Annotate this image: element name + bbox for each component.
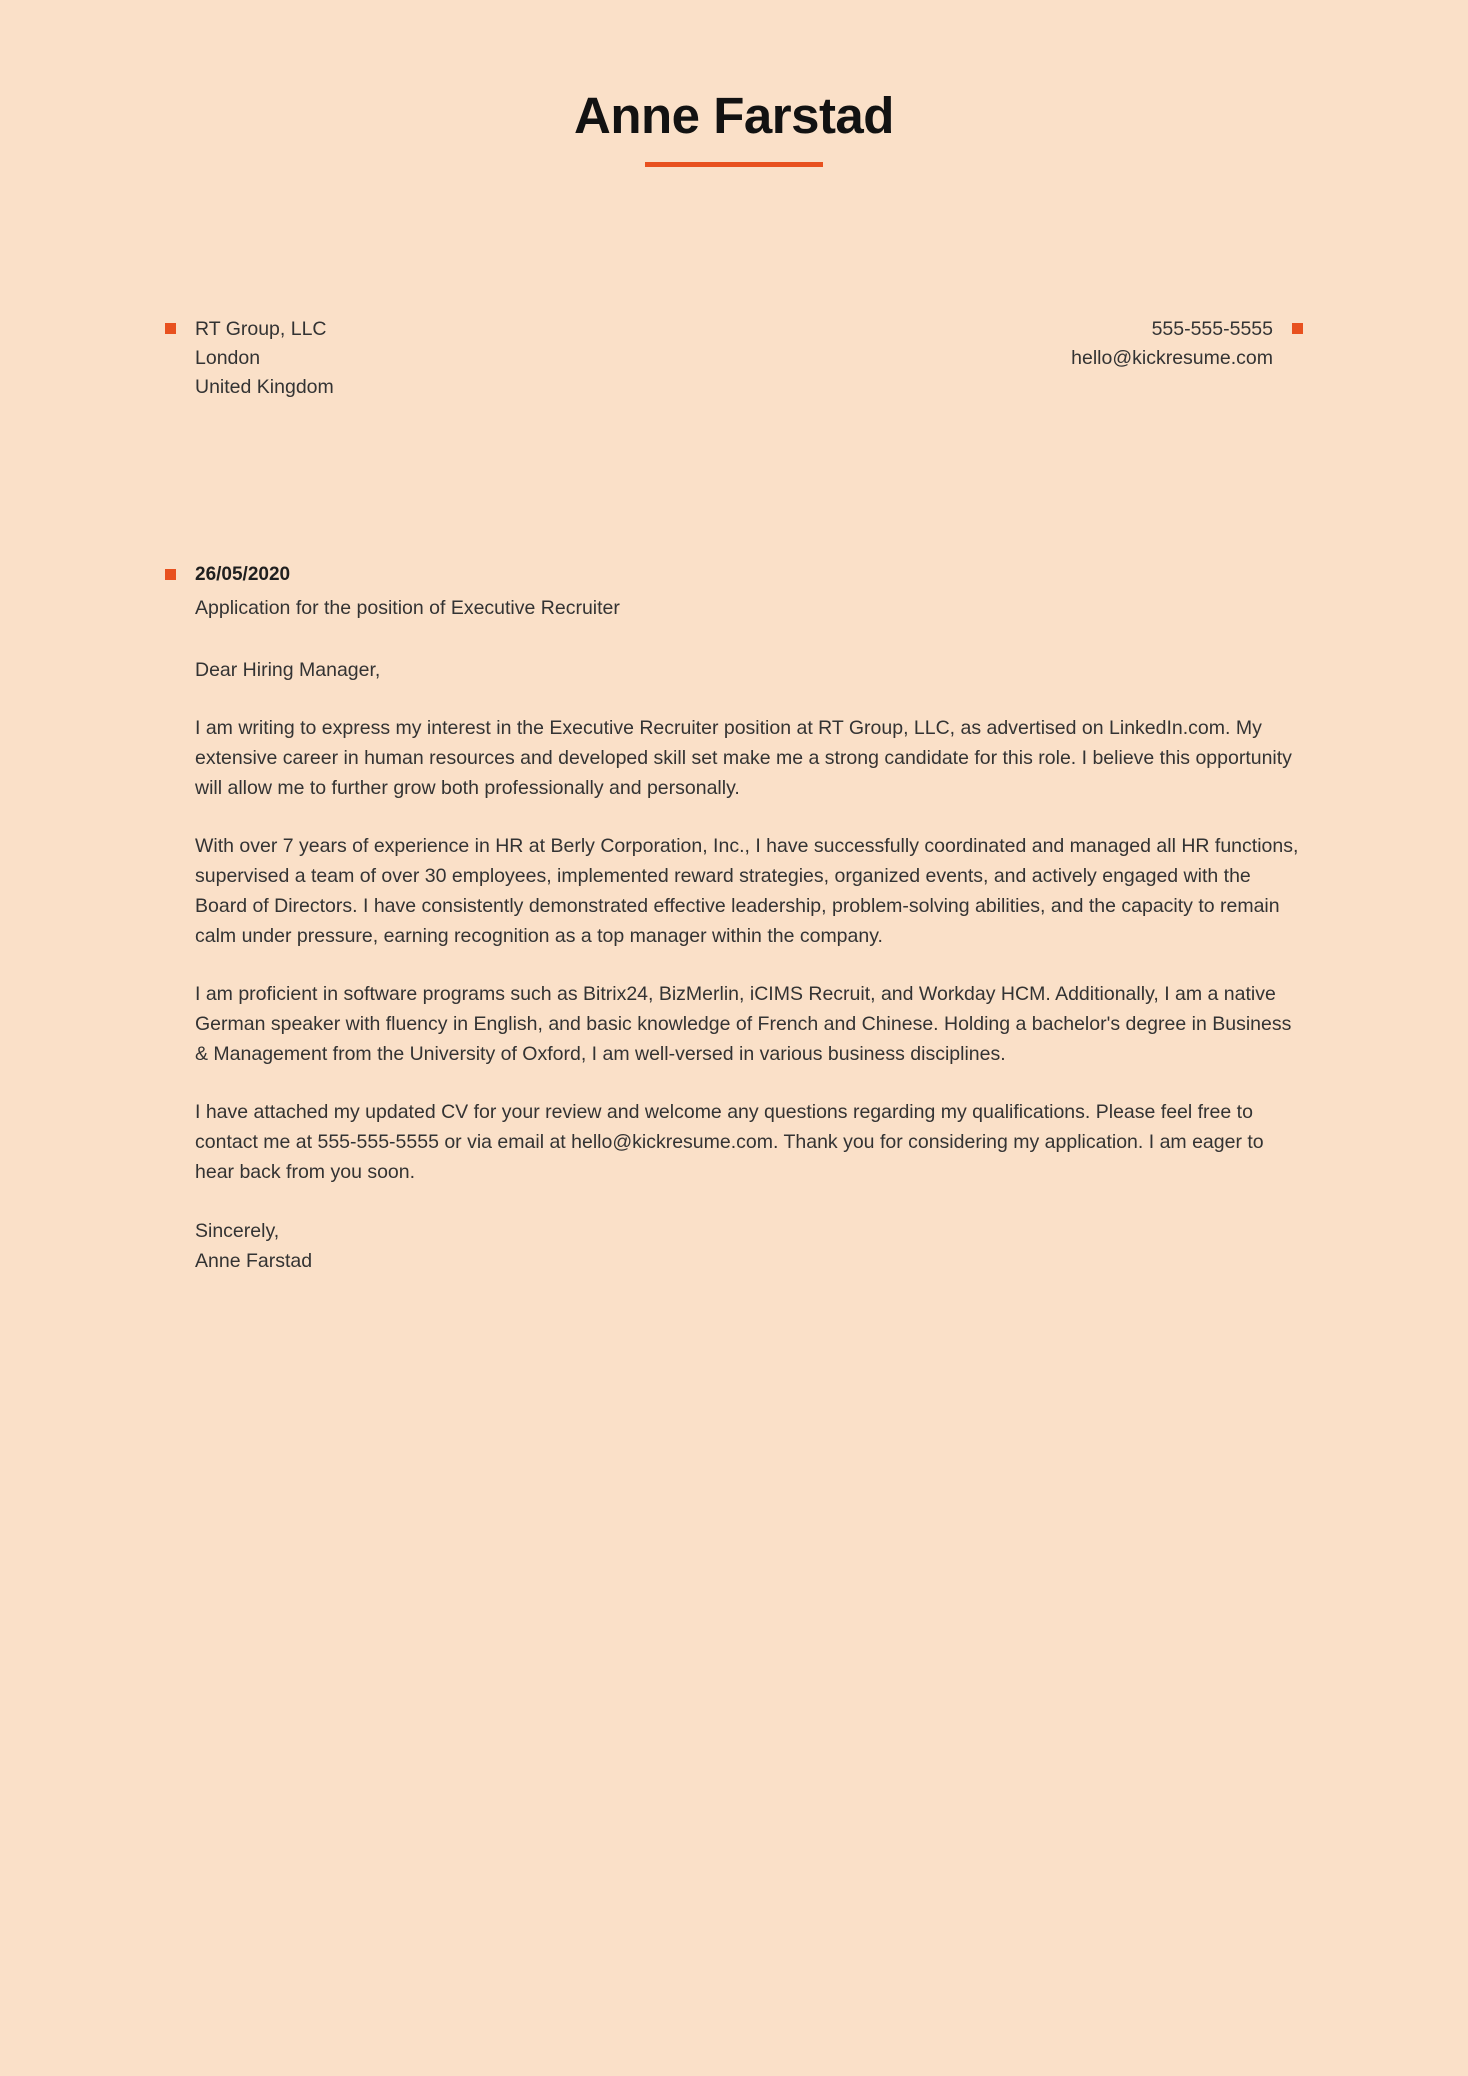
letter-body — [165, 560, 1303, 1276]
letter-closing — [195, 1216, 1303, 1276]
recipient-company: RT Group, LLC — [195, 318, 327, 341]
recipient-city: London — [195, 347, 261, 370]
contact-block — [165, 315, 1303, 402]
square-bullet-icon — [1292, 323, 1303, 334]
sender-email: hello@kickresume.com — [1071, 347, 1273, 370]
recipient-country: United Kingdom — [195, 376, 334, 399]
closing-text: Sincerely, — [195, 1220, 280, 1243]
letter-header — [165, 0, 1303, 167]
sender-contact — [1071, 315, 1303, 373]
recipient-address — [165, 315, 334, 402]
letter-paragraph: I am proficient in software programs such as Bitrix24, BizMerlin, iCIMS Recruit, and Workday HCM. Additionally, I am a native German speaker with fluency in English, and basic knowledge of French and Chinese. Holding a bachelor's degree in Business & Management from the University of Oxford, I am well-versed in various business disciplines. — [195, 983, 1292, 1066]
letter-paragraph: With over 7 years of experience in HR at Berly Corporation, Inc., I have successfully coordinated and managed all HR functions, supervised a team of over 30 employees, implemented reward strategies, organized events, and actively engaged with the Board of Directors. I have consistently demonstrated effective leadership, problem-solving abilities, and the capacity to remain calm under pressure, earning recognition as a top manager within the company. — [195, 835, 1299, 948]
letter-subject: Application for the position of Executive Recruiter — [195, 597, 620, 620]
title-underline — [645, 162, 823, 167]
letter-paragraph: I am writing to express my interest in the Executive Recruiter position at RT Group, LLC, as advertised on LinkedIn.com. My extensive career in human resources and developed skill set make me a strong candidate for this role. I believe this opportunity will allow me to further grow both professionally and personally. — [195, 717, 1292, 800]
page-title: Anne Farstad — [574, 87, 894, 144]
letter-salutation: Dear Hiring Manager, — [195, 659, 381, 682]
letter-date: 26/05/2020 — [195, 564, 291, 586]
square-bullet-icon — [165, 569, 176, 580]
signature-name: Anne Farstad — [195, 1250, 313, 1273]
sender-phone: 555-555-5555 — [1151, 318, 1273, 341]
square-bullet-icon — [165, 323, 176, 334]
letter-paragraph: I have attached my updated CV for your review and welcome any questions regarding my qualifications. Please feel free to contact me at 555-555-5555 or via email at hello@kickresume.com. Thank you for considering my application. I am eager to hear back from you soon. — [195, 1101, 1264, 1184]
